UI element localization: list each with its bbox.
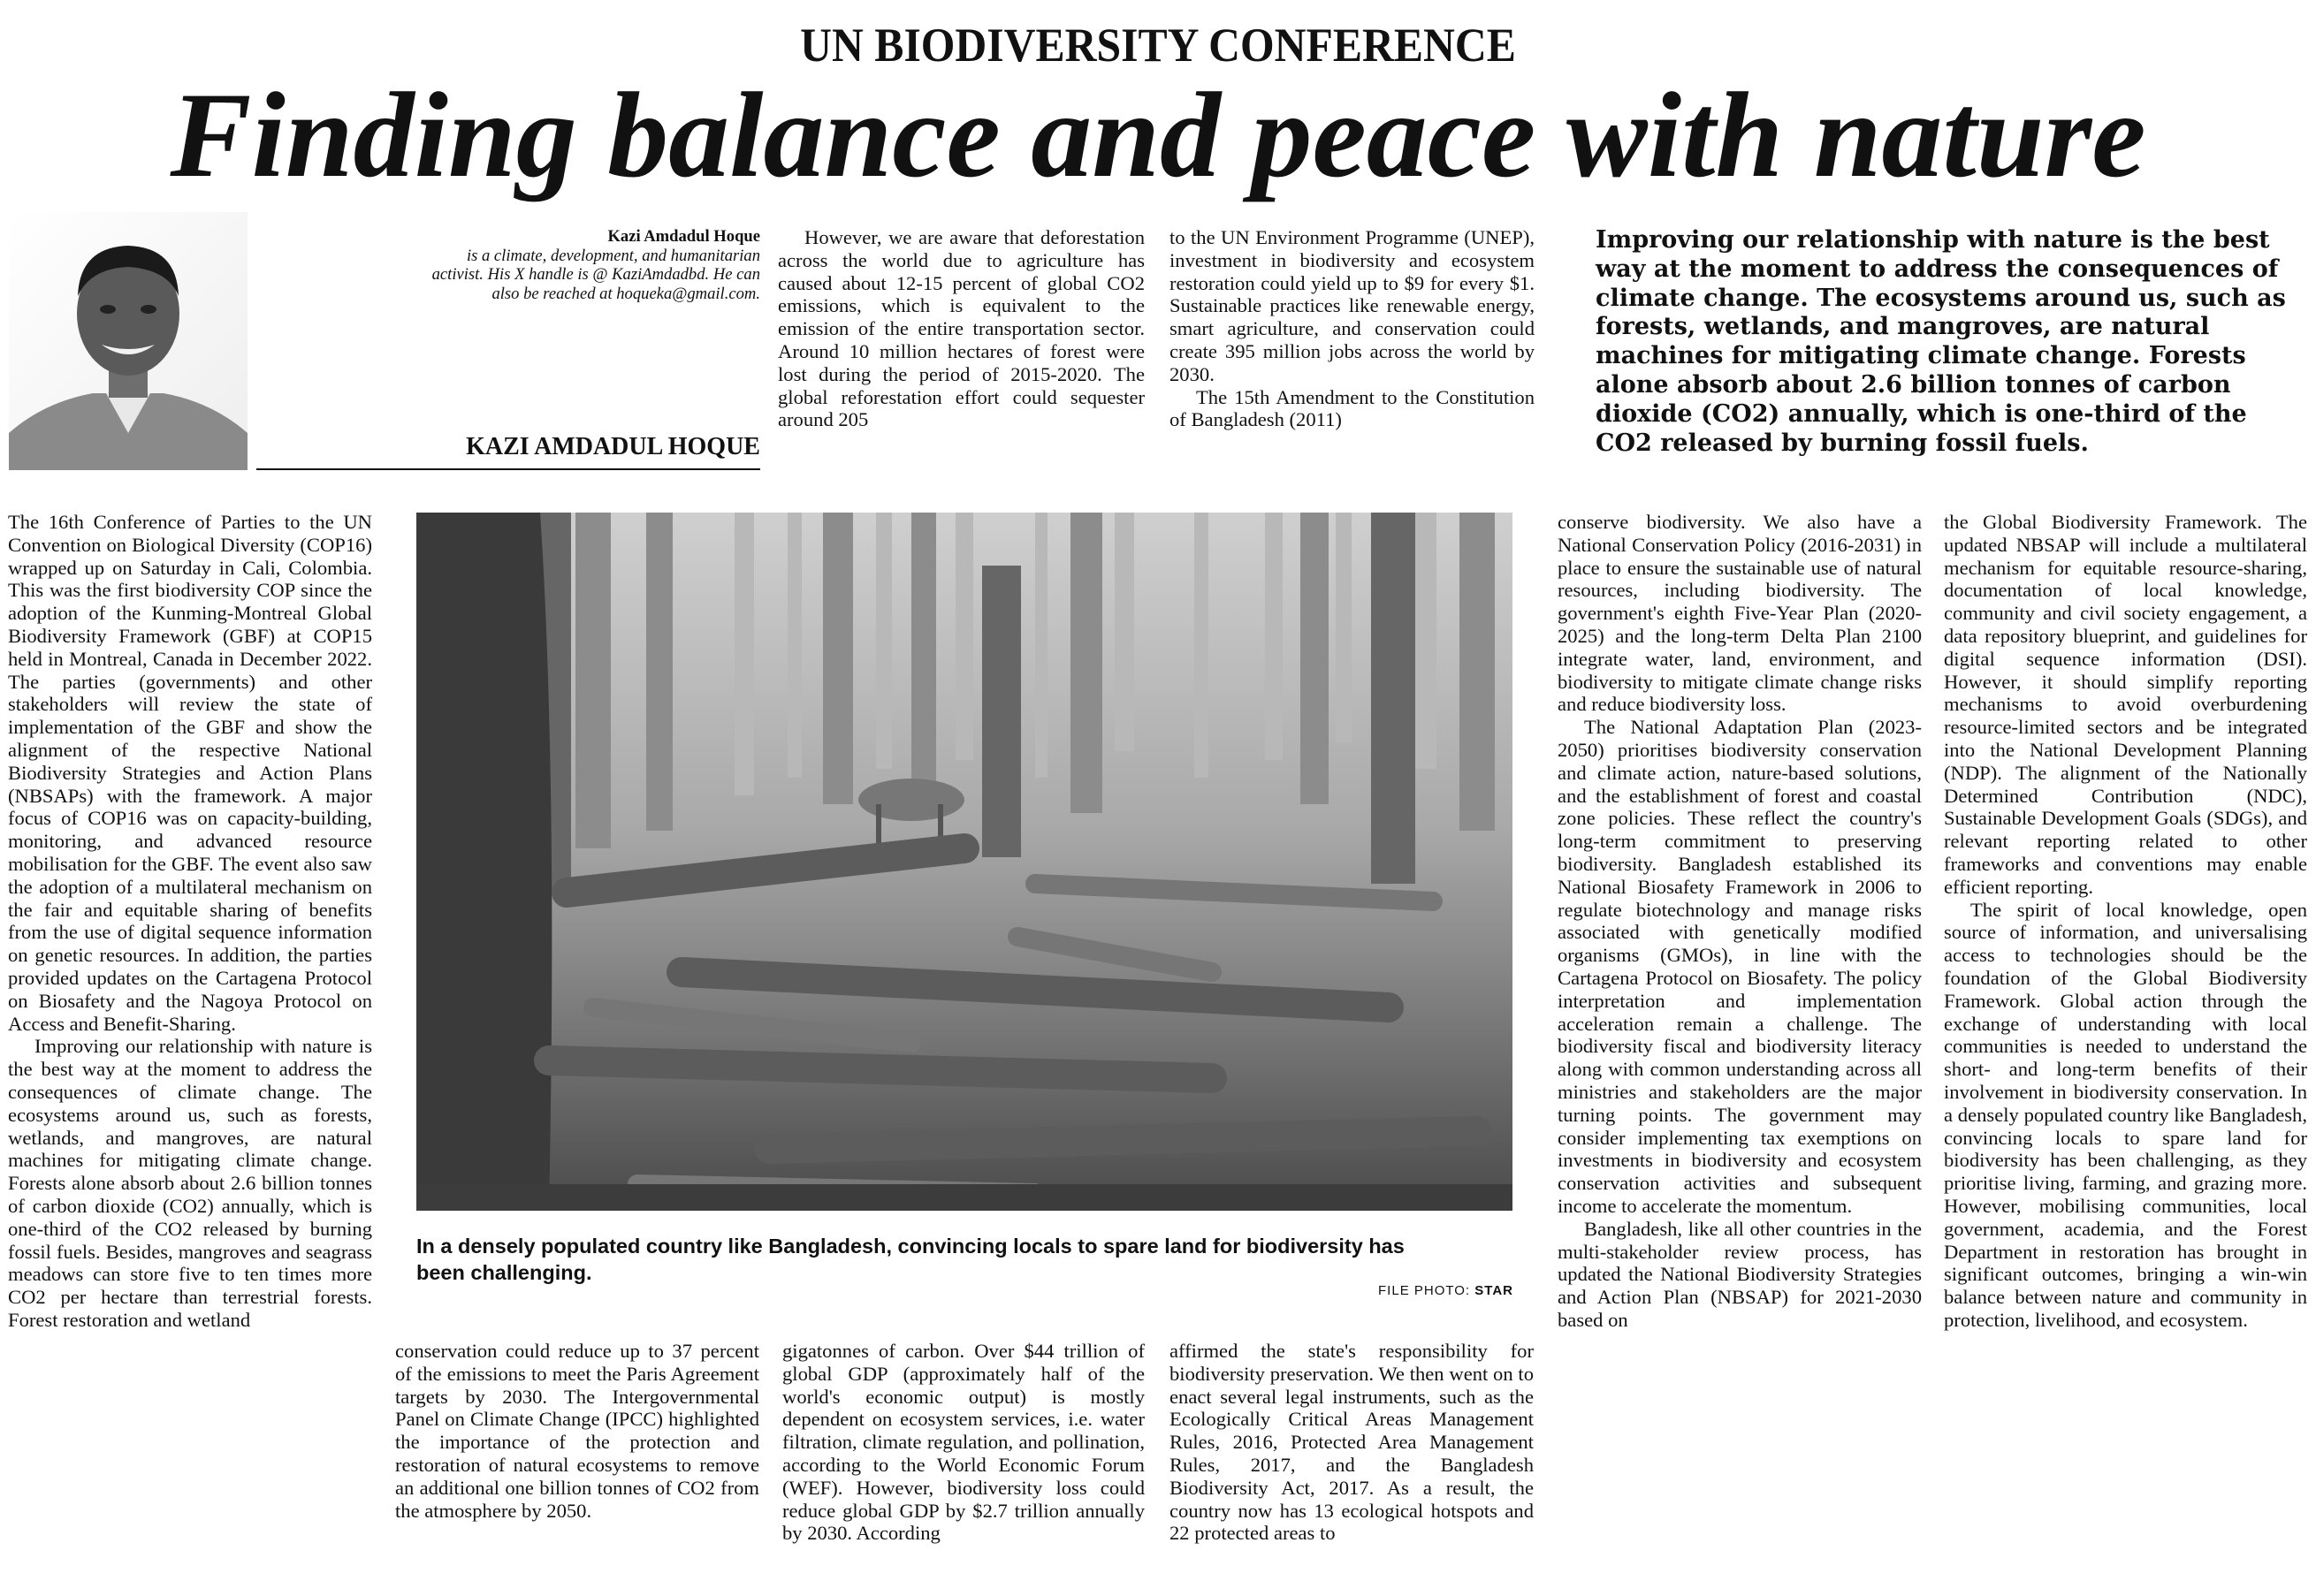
pull-quote: Improving our relationship with nature is the best way at the moment to address the consequences of climate change. The ecosystems around us, such as forests, wetlands, and mangroves, are natural machines for mitigating climate change. Forests alone absorb about 2.6 billion tonnes of carbon dioxide (CO2) annually, which is one-third of the CO2 released by burning fossil fuels.	[1596, 226, 2286, 457]
headline: Finding balance and peace with nature	[170, 67, 2146, 202]
author-name: Kazi Amdadul Hoque	[607, 227, 760, 246]
paragraph: conservation could reduce up to 37 percent of the emissions to meet the Paris Agreement targets by 2030. The Intergovernmental Panel on Climate Change (IPCC) highlighted the importance of the protection and restoration of natural ecosystems to remove an additional one billion tonnes of CO2 from the atmosphere by 2050.	[395, 1340, 759, 1522]
paragraph: affirmed the state's responsibility for biodiversity preservation. We then went on to enact several legal instruments, such as the Ecologically Critical Areas Management Rules, 2016, Protected Area Management Rules, 2017, and the Bangladesh Biodiversity Act, 2017. As a result, the country now has 13 ecological hotspots and 22 protected areas to	[1169, 1340, 1534, 1545]
paragraph: The National Adaptation Plan (2023-2050) prioritises biodiversity conservation and climate action, nature-based solutions, and the establishment of forest and coastal zone policies. These reflect the country's long-term commitment to preserving biodiversity. Bangladesh established its National Biosafety Framework in 2006 to regulate biotechnology and manage risks associated with genetically modified organisms (GMOs), in line with the Cartagena Protocol on Biosafety. The policy interpretation and implementation acceleration remain a challenge. The biodiversity fiscal and biodiversity literacy along with common understanding across all ministries and stakeholders are the major turning points. The government may consider implementing tax exemptions on investments in biodiversity and ecosystem conservation activities and subsequent income to accelerate the momentum.	[1558, 716, 1922, 1217]
paragraph: However, we are aware that deforestation across the world due to agriculture has caused about 12-15 percent of global CO2 emissions, which is equivalent to the emission of the entire transportation sector. Around 10 million hectares of forest were lost during the period of 2015-2020. The global reforestation effort could sequester around 205	[778, 226, 1145, 431]
column-5	[1558, 511, 1922, 1332]
forest-photo	[416, 513, 1512, 1211]
section-kicker: UN BIODIVERSITY CONFERENCE	[800, 19, 1516, 72]
paragraph: The 16th Conference of Parties to the UN Convention on Biological Diversity (COP16) wrapped up on Saturday in Cali, Colombia. This was the first biodiversity COP since the adoption of the Kunming-Montreal Global Biodiversity Framework (GBF) at COP15 held in Montreal, Canada in December 2022. The parties (governments) and other stakeholders will review the state of implementation of the GBF and show the alignment of the respective National Biodiversity Strategies and Action Plans (NBSAPs) with the framework. A major focus of COP16 was on capacity-building, monitoring, and advanced resource mobilisation for the GBF. The event also saw the adoption of a multilateral mechanism on the fair and equitable sharing of benefits from the use of digital sequence information on genetic resources. In addition, the parties provided updates on the Cartagena Protocol on Biosafety and the Nagoya Protocol on Access and Benefit-Sharing.	[8, 511, 372, 1035]
paragraph: gigatonnes of carbon. Over $44 trillion of global GDP (approximately half of the world's economic output) is mostly dependent on ecosystem services, i.e. water filtration, climate regulation, and pollination, according to the World Economic Forum (WEF). However, biodiversity loss could reduce global GDP by $2.7 trillion annually by 2030. According	[782, 1340, 1145, 1545]
byline-rule	[256, 468, 760, 470]
column-3-top	[778, 226, 1145, 431]
paragraph: The 15th Amendment to the Constitution of Bangladesh (2011)	[1169, 385, 1535, 431]
column-2	[395, 1340, 759, 1522]
paragraph: to the UN Environment Programme (UNEP), investment in biodiversity and ecosystem restoration could yield up to $9 for every $1. Sustainable practices like renewable energy, smart agriculture, and conservation could create 395 million jobs across the world by 2030.	[1169, 226, 1535, 385]
column-4-bottom	[1169, 1340, 1534, 1545]
author-photo	[9, 212, 248, 470]
paragraph: Bangladesh, like all other countries in the multi-stakeholder review process, has updated the National Biodiversity Strategies and Action Plan (NBSAP) for 2021-2030 based on	[1558, 1217, 1922, 1331]
byline: KAZI AMDADUL HOQUE	[466, 433, 760, 460]
column-1	[8, 511, 372, 1332]
author-bio-text: is a climate, development, and humanitarian activist. His X handle is @ KaziAmdadbd. He can also be reached at hoqueka@gmail.com.	[431, 246, 760, 303]
paragraph: Improving our relationship with nature is the best way at the moment to address the consequences of climate change. The ecosystems around us, such as forests, wetlands, and mangroves, are natural machines for mitigating climate change. Forests alone absorb about 2.6 billion tonnes of carbon dioxide (CO2) annually, which is one-third of the CO2 released by burning fossil fuels. Besides, mangroves and seagrass meadows can store five to ten times more CO2 per hectare than terrestrial forests. Forest restoration and wetland	[8, 1035, 372, 1331]
column-6	[1944, 511, 2307, 1332]
photo-credit	[1361, 1283, 1513, 1298]
column-3-bottom	[782, 1340, 1145, 1545]
photo-credit-source: STAR	[1474, 1283, 1513, 1298]
paragraph: the Global Biodiversity Framework. The updated NBSAP will include a multilateral mechanism for equitable resource-sharing, documentation of local knowledge, community and civil society engagement, a data repository blueprint, and guidelines for digital sequence information (DSI). However, it should simplify reporting mechanisms to avoid overburdening resource-limited sectors and be integrated into the National Development Planning (NDP). The alignment of the Nationally Determined Contribution (NDC), Sustainable Development Goals (SDGs), and relevant reporting related to other frameworks and conventions may enable efficient reporting.	[1944, 511, 2307, 898]
paragraph: conserve biodiversity. We also have a National Conservation Policy (2016-2031) in place to ensure the sustainable use of natural resources, including biodiversity. The government's eighth Five-Year Plan (2020-2025) and the long-term Delta Plan 2100 integrate water, land, environment, and biodiversity to mitigate climate change risks and reduce biodiversity loss.	[1558, 511, 1922, 716]
photo-credit-label: FILE PHOTO:	[1378, 1283, 1471, 1298]
column-4-top	[1169, 226, 1535, 431]
photo-caption: In a densely populated country like Bangladesh, convincing locals to spare land for biodiversity has been challenging.	[416, 1235, 1405, 1284]
author-bio	[415, 227, 760, 303]
paragraph: The spirit of local knowledge, open source of information, and universalising access to technologies should be the foundation of the Global Biodiversity Framework. Global action through the exchange of understanding with local communities is needed to understand the short- and long-term benefits of their involvement in biodiversity conservation. In a densely populated country like Bangladesh, convincing locals to spare land for biodiversity has been challenging, as they prioritise living, farming, and grazing more. However, mobilising communities, local government, academia, and the Forest Department in restoration has brought in significant outcomes, bringing a win-win balance between nature and community in protection, livelihood, and ecosystem.	[1944, 898, 2307, 1331]
